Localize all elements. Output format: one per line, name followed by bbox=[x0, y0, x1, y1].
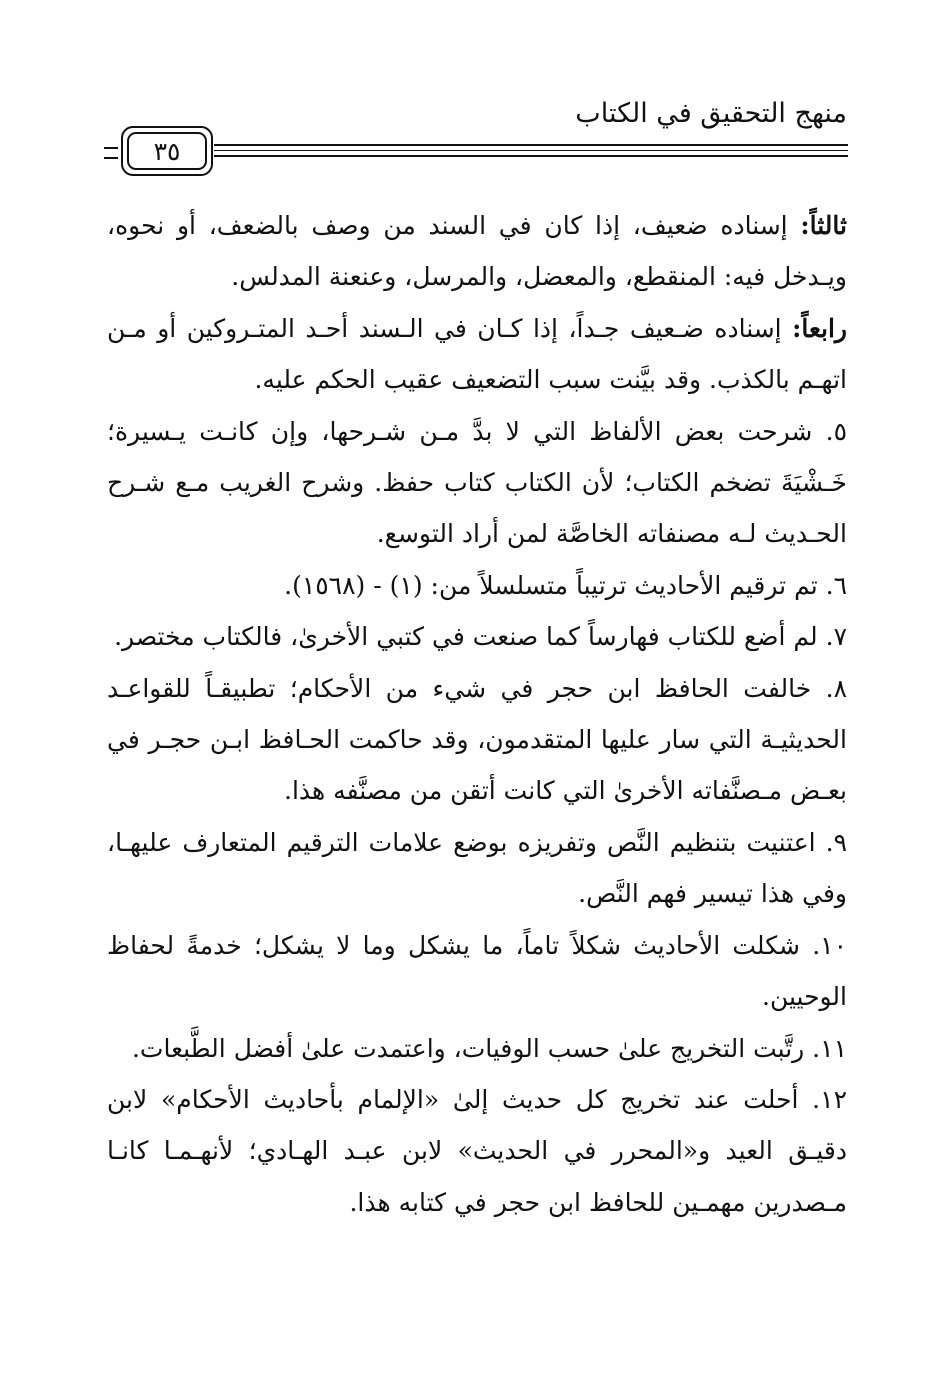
body-text bbox=[107, 200, 847, 1228]
page-number-frame bbox=[121, 126, 213, 176]
list-item-9 bbox=[107, 817, 847, 920]
running-title: منهج التحقيق في الكتاب bbox=[575, 98, 847, 129]
paragraph-text: ١٢. أحلت عند تخريج كل حديث إلىٰ «الإلمام بأحاديث الأحكام» لابن دقيـق العيد و«المحرر في الحديث» لابن عبـد الهـادي؛ لأنهـمـا كانـا مـصدرين مهمـين للحافظ ابن حجر في كتابه هذا. bbox=[107, 1084, 847, 1217]
paragraph-text: ٦. تم ترقيم الأحاديث ترتيباً متسلسلاً من: (١) - (١٥٦٨). bbox=[284, 570, 847, 600]
page-number: ٣٥ bbox=[127, 132, 207, 170]
list-item-8 bbox=[107, 663, 847, 817]
paragraph-text: ٧. لم أضع للكتاب فهارساً كما صنعت في كتبي الأخرىٰ، فالكتاب مختصر. bbox=[114, 622, 847, 652]
paragraph-text: إسناده ضعيف، إذا كان في السند من وصف بالضعف، أو نحوه، ويـدخل فيه: المنقطع، والمعضل، والمرسل، وعنعنة المدلس. bbox=[107, 211, 847, 292]
paragraph-lead: رابعاً: bbox=[792, 313, 847, 343]
paragraph-thalithan bbox=[107, 200, 847, 303]
list-item-7 bbox=[107, 611, 847, 662]
paragraph-lead: ثالثاً: bbox=[800, 211, 847, 240]
paragraph-text: ٨. خالفت الحافظ ابن حجر في شيء من الأحكام؛ تطبيقـاً للقواعـد الحديثيـة التي سار عليها المتقدمون، وقد حاكمت الحـافظ ابـن حجـر في بعـض مـصنَّفاته الأخرىٰ التي كانت أتقن من مصنَّفه هذا. bbox=[107, 673, 847, 806]
paragraph-text: ١٠. شكلت الأحاديث شكلاً تاماً، ما يشكل وما لا يشكل؛ خدمةً لحفاظ الوحيين. bbox=[107, 930, 847, 1012]
list-item-10 bbox=[107, 920, 847, 1023]
paragraph-text: إسناده ضـعيف جـداً، إذا كـان في الـسند أحـد المتـروكين أو مـن اتهـم بالكذب. وقد بيَّنت سبب التضعيف عقيب الحكم عليه. bbox=[107, 313, 847, 395]
header-rule bbox=[214, 140, 848, 162]
paragraph-text: ١١. رتَّبت التخريج علىٰ حسب الوفيات، واعتمدت علىٰ أفضل الطَّبعات. bbox=[131, 1033, 847, 1063]
list-item-5 bbox=[107, 406, 847, 560]
paragraph-text: ٩. اعتنيت بتنظيم النَّص وتفريزه بوضع علامات الترقيم المتعارف عليهـا، وفي هذا تيسير فهم النَّص. bbox=[107, 827, 847, 909]
list-item-11 bbox=[107, 1023, 847, 1074]
list-item-12 bbox=[107, 1074, 847, 1228]
paragraph-text: ٥. شرحت بعض الألفاظ التي لا بدَّ مـن شـرحها، وإن كانـت يـسيرة؛ خَـشْيَةَ تضخم الكتاب؛ لأن الكتاب كتاب حفظ. وشرح الغريب مـع شـرح الحـديث لـه مصنفاته الخاصَّة لمن أراد التوسع. bbox=[107, 416, 847, 549]
list-item-6 bbox=[107, 560, 847, 611]
paragraph-rabian bbox=[107, 303, 847, 406]
